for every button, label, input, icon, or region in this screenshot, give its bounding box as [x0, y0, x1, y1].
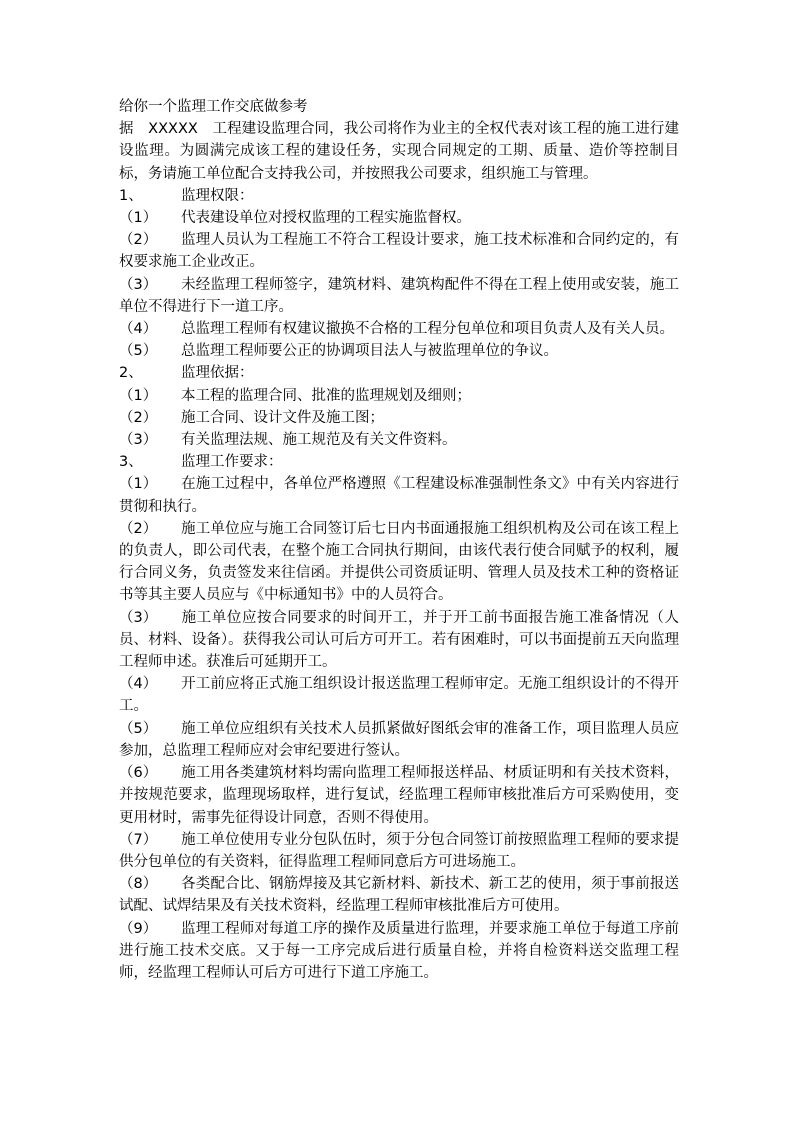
list-item — [119, 385, 679, 407]
list-item — [119, 673, 679, 717]
item-text: 有关监理法规、施工规范及有关文件资料。 — [181, 432, 457, 449]
item-number: （7） — [119, 831, 158, 848]
item-text: 总监理工程师有权建议撤换不合格的工程分包单位和项目负责人及有关人员。 — [181, 321, 674, 338]
item-text: 监理人员认为工程施工不符合工程设计要求，施工技术标准和合同约定的，有权要求施工企业改正。 — [119, 232, 679, 271]
item-text: 施工单位应按合同要求的时间开工，并于开工前书面报告施工准备情况（人员、材料、设备）。获得我公司认可后方可开工。若有困难时，可以书面提前五天向监理工程师申述。获准后可延期开工。 — [119, 609, 679, 671]
document-body — [119, 96, 679, 984]
list-item — [119, 829, 679, 873]
item-text: 施工用各类建筑材料均需向监理工程师报送样品、材质证明和有关技术资料，并按规范要求，监理现场取样，进行复试，经监理工程师审核批准后方可采购使用，变更用材时，需事先征得设计同意，否则不得使用。 — [119, 765, 679, 826]
list-item — [119, 918, 679, 985]
item-number: （5） — [119, 343, 158, 360]
section-heading — [119, 185, 679, 207]
item-text: 各类配合比、钢筋焊接及其它新材料、新技术、新工艺的使用，须于事前报送试配、试焊结果及有关技术资料，经监理工程师审核批准后方可使用。 — [119, 876, 679, 915]
section-heading-text: 监理工作要求： — [181, 454, 283, 471]
list-item — [119, 473, 679, 517]
item-text: 未经监理工程师签字，建筑材料、建筑构配件不得在工程上使用或安装，施工单位不得进行下一道工序。 — [119, 276, 679, 315]
item-number: （1） — [119, 387, 158, 404]
item-text: 施工单位使用专业分包队伍时，须于分包合同签订前按照监理工程师的要求提供分包单位的有关资料，征得监理工程师同意后方可进场施工。 — [119, 831, 679, 870]
item-number: （5） — [119, 720, 158, 737]
list-item — [119, 318, 679, 340]
item-text: 总监理工程师要公正的协调项目法人与被监理单位的争议。 — [181, 343, 558, 360]
list-item — [119, 207, 679, 229]
item-text: 在施工过程中，各单位严格遵照《工程建设标准强制性条文》中有关内容进行贯彻和执行。 — [119, 476, 679, 515]
item-text: 开工前应将正式施工组织设计报送监理工程师审定。无施工组织设计的不得开工。 — [119, 676, 679, 715]
item-number: （4） — [119, 321, 158, 338]
item-number: （4） — [119, 676, 158, 693]
list-item — [119, 274, 679, 318]
section-number: 1、 — [119, 187, 143, 204]
item-number: （2） — [119, 232, 158, 249]
list-item — [119, 607, 679, 674]
document-title: 给你一个监理工作交底做参考 — [119, 99, 308, 115]
item-number: （2） — [119, 520, 158, 537]
section-heading-text: 监理依据： — [181, 365, 254, 382]
item-number: （3） — [119, 432, 158, 449]
item-number: （3） — [119, 609, 158, 626]
list-item — [119, 407, 679, 429]
item-number: （3） — [119, 276, 158, 293]
list-item — [119, 762, 679, 829]
section-number: 3、 — [119, 454, 143, 471]
section-number: 2、 — [119, 365, 143, 382]
item-text: 本工程的监理合同、批准的监理规划及细则； — [181, 387, 471, 404]
intro-paragraph: 据 XXXXX 工程建设监理合同，我公司将作为业主的全权代表对该工程的施工进行建设监理。为圆满完成该工程的建设任务，实现合同规定的工期、质量、造价等控制目标，务请施工单位配合支持我公司，并按照我公司要求，组织施工与管理。 — [119, 121, 679, 182]
list-item — [119, 429, 679, 451]
section-heading — [119, 451, 679, 473]
item-number: （1） — [119, 210, 158, 227]
item-text: 施工单位应与施工合同签订后七日内书面通报施工组织机构及公司在该工程上的负责人，即公司代表，在整个施工合同执行期间，由该代表行使合同赋予的权利，履行合同义务，负责签发来往信函。并提供公司资质证明、管理人员及技术工种的资格证书等其主要人员应与《中标通知书》中的人员符合。 — [119, 520, 679, 604]
item-text: 代表建设单位对授权监理的工程实施监督权。 — [181, 210, 471, 227]
list-item — [119, 518, 679, 607]
item-text: 施工合同、设计文件及施工图； — [181, 409, 384, 426]
list-item — [119, 340, 679, 362]
list-item — [119, 718, 679, 762]
item-number: （9） — [119, 920, 158, 937]
list-item — [119, 873, 679, 917]
list-item — [119, 229, 679, 273]
item-number: （6） — [119, 765, 158, 782]
sections-container — [119, 185, 679, 984]
item-text: 施工单位应组织有关技术人员抓紧做好图纸会审的准备工作，项目监理人员应参加，总监理工程师应对会审纪要进行签认。 — [119, 720, 679, 759]
item-number: （1） — [119, 476, 158, 493]
section-heading — [119, 362, 679, 384]
item-number: （8） — [119, 876, 158, 893]
item-number: （2） — [119, 409, 158, 426]
section-heading-text: 监理权限： — [181, 187, 254, 204]
item-text: 监理工程师对每道工序的操作及质量进行监理，并要求施工单位于每道工序前进行施工技术交底。又于每一工序完成后进行质量自检，并将自检资料送交监理工程师，经监理工程师认可后方可进行下道工序施工。 — [119, 920, 679, 981]
